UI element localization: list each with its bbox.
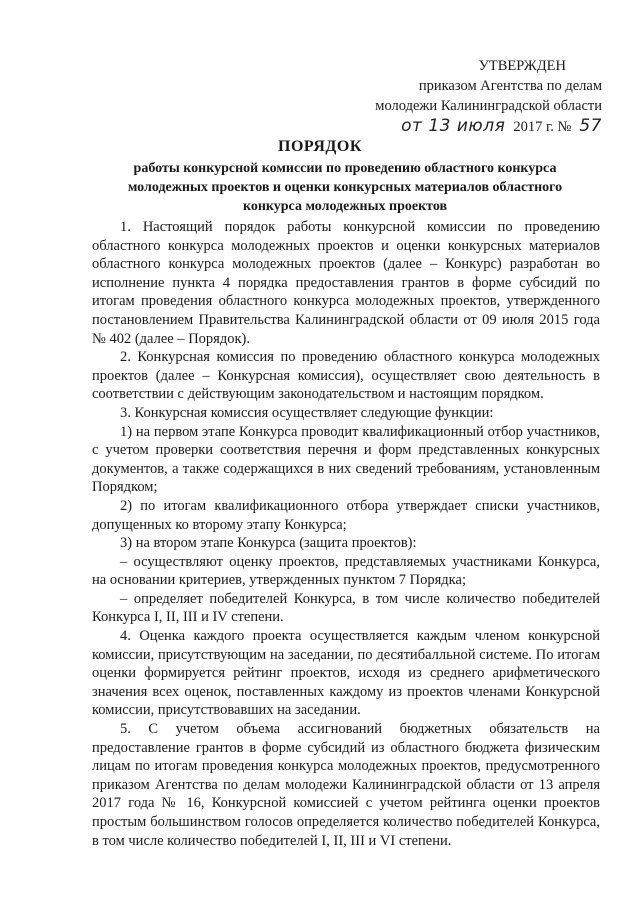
paragraph-3-subitem-2: – определяет победителей Конкурса, в том числе количество победителей Конкурса I, II, III и IV степени. xyxy=(92,590,600,626)
approval-year: 2017 г. № xyxy=(513,119,572,135)
document-body xyxy=(92,218,600,850)
approval-block xyxy=(342,56,602,137)
paragraph-5: 5. С учетом объема ассигнований бюджетных обязательств на предоставление грантов в форме субсидий из областного бюджета физическим лицам по итогам проведения конкурса молодежных проектов, предусмотренного приказом Агентства по делам молодежи Калининградской области от 13 апреля 2017 года № 16, Конкурсной комиссией с учетом рейтинга оценки проектов простым большинством голосов определяется количество победителей Конкурса, в том числе количество победителей I, II, III и VI степени. xyxy=(92,721,600,849)
handwritten-date: от 13 июля xyxy=(401,116,506,136)
paragraph-3: 3. Конкурсная комиссия осуществляет следующие функции: xyxy=(120,404,494,421)
paragraph-4: 4. Оценка каждого проекта осуществляется каждым членом конкурсной комиссии, присутствующим на заседании, по десятибалльной системе. По итогам оценки формируется рейтинг проектов, исходя из среднего арифметического значения всех оценок, поставленных каждому из проектов членами Конкурсной комиссии, присутствовавших на заседании. xyxy=(92,628,600,719)
paragraph-3-item-3: 3) на втором этапе Конкурса (защита проектов): xyxy=(120,535,417,552)
approval-line-1: приказом Агентства по делам xyxy=(418,78,602,94)
paragraph-1: 1. Настоящий порядок работы конкурсной комиссии по проведению областного конкурса молодежных проектов и оценки конкурсных материалов областного конкурса молодежных проектов (далее – Конкурс) разработан во исполнение пункта 4 порядка предоставления грантов в форме субсидий по итогам проведения областного конкурса молодежных проектов, утвержденного постановлением Правительства Калининградской области от 09 июля 2015 года № 402 (далее – Порядок). xyxy=(92,219,600,347)
approval-date-line xyxy=(342,116,602,137)
paragraph-3-item-2: 2) по итогам квалификационного отбора утверждает списки участников, допущенных ко второму этапу Конкурса; xyxy=(92,497,600,533)
approval-stamp: УТВЕРЖДЕН xyxy=(478,58,566,74)
approval-line-2: молодежи Калининградской области xyxy=(375,98,602,114)
paragraph-2: 2. Конкурсная комиссия по проведению областного конкурса молодежных проектов (далее – Конкурсная комиссия), осуществляет свою деятельность в соответствии с действующим законодательством и настоящим порядком. xyxy=(92,349,600,403)
paragraph-3-item-1: 1) на первом этапе Конкурса проводит квалификационный отбор участников, с учетом проверки соответствия перечня и форм представленных конкурсных документов, а также содержащихся в них сведений требованиям, установленным Порядком; xyxy=(92,423,600,496)
document-subtitle: работы конкурсной комиссии по проведению областного конкурса молодежных проектов и оценки конкурсных материалов областного конкурса молодежных проектов xyxy=(127,161,563,214)
document-title: ПОРЯДОК xyxy=(278,138,362,155)
paragraph-3-subitem-1: – осуществляют оценку проектов, представляемых участниками Конкурса, на основании критериев, утвержденных пунктом 7 Порядка; xyxy=(92,553,600,589)
handwritten-number: 57 xyxy=(579,116,602,136)
